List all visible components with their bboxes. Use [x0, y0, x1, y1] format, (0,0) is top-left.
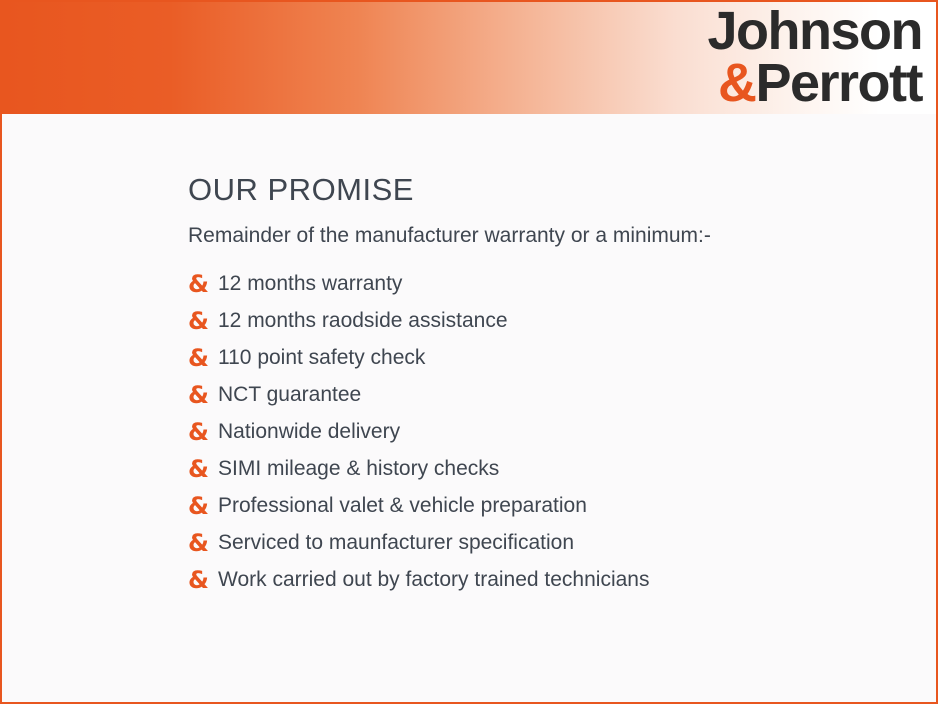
ampersand-icon: & — [717, 52, 756, 113]
list-item-label: 12 months warranty — [218, 272, 403, 295]
logo-line-two — [708, 52, 923, 113]
list-item-label: 110 point safety check — [218, 346, 426, 369]
list-item — [188, 568, 936, 592]
list-item-label: Nationwide delivery — [218, 420, 401, 443]
list-item — [188, 531, 936, 555]
list-item — [188, 383, 936, 407]
promise-list — [188, 272, 936, 592]
ampersand-bullet-icon: & — [188, 566, 209, 594]
logo-surname: Perrott — [755, 52, 922, 113]
promise-subtitle: Remainder of the manufacturer warranty or a minimum:- — [188, 224, 711, 247]
list-item-label: Serviced to maunfacturer specification — [218, 531, 575, 554]
list-item — [188, 494, 936, 518]
page-title: OUR PROMISE — [188, 172, 414, 207]
promise-content — [2, 114, 936, 592]
company-logo — [707, 2, 923, 113]
ampersand-bullet-icon: & — [188, 418, 209, 446]
list-item-label: Work carried out by factory trained technicians — [218, 568, 650, 591]
list-item — [188, 346, 936, 370]
list-item — [188, 272, 936, 296]
list-item-label: 12 months raodside assistance — [218, 309, 508, 332]
list-item — [188, 420, 936, 444]
list-item-label: Professional valet & vehicle preparation — [218, 494, 587, 517]
ampersand-bullet-icon: & — [188, 344, 209, 372]
ampersand-bullet-icon: & — [188, 270, 209, 298]
brand-header — [2, 2, 936, 114]
ampersand-bullet-icon: & — [188, 381, 209, 409]
ampersand-bullet-icon: & — [188, 307, 209, 335]
list-item-label: NCT guarantee — [218, 383, 362, 406]
logo-line-one: Johnson — [707, 2, 922, 61]
ampersand-bullet-icon: & — [188, 492, 209, 520]
list-item — [188, 457, 936, 481]
ampersand-bullet-icon: & — [188, 529, 209, 557]
list-item — [188, 309, 936, 333]
list-item-label: SIMI mileage & history checks — [218, 457, 500, 480]
ampersand-bullet-icon: & — [188, 455, 209, 483]
